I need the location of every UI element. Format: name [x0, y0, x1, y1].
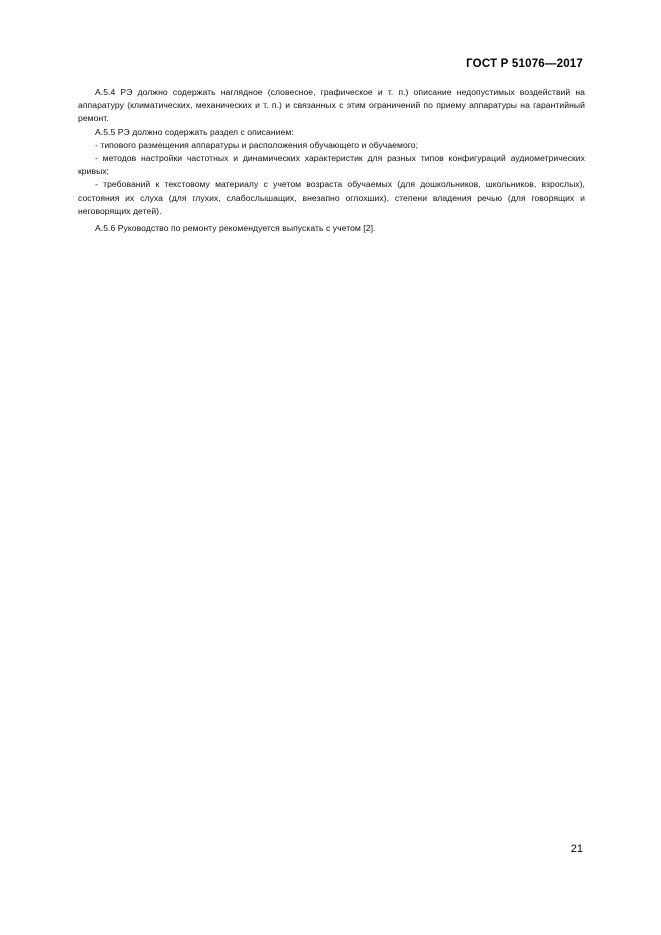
paragraph-a54: А.5.4 РЭ должно содержать наглядное (словесное, графическое и т. п.) описание недопустимых воздействий на аппаратуру (климатических, механических и т. п.) и связанных с этим ограничений по приему аппаратуры на гарантийный ремонт. — [78, 87, 585, 124]
list-item-typical-placement: - типового размещения аппаратуры и расположения обучающего и обучаемого; — [95, 139, 419, 150]
document-body — [78, 86, 585, 235]
document-header: ГОСТ Р 51076—2017 — [466, 58, 583, 70]
paragraph-a55: А.5.5 РЭ должно содержать раздел с описанием: — [95, 126, 294, 137]
list-item-text-material-requirements: - требований к текстовому материалу с учетом возраста обучаемых (для дошкольников, школьников, взрослых), состояния их слуха (для глухих, слабослышащих, внезапно оглохших), степени владения речью (для говорящих и неговорящих детей). — [78, 179, 585, 216]
list-item-tuning-methods: - методов настройки частотных и динамических характеристик для разных типов конфигураций аудиометрических кривых; — [78, 153, 585, 177]
paragraph-a56: А.5.6 Руководство по ремонту рекомендуется выпускать с учетом [2]. — [95, 223, 376, 234]
page-number: 21 — [570, 843, 583, 855]
